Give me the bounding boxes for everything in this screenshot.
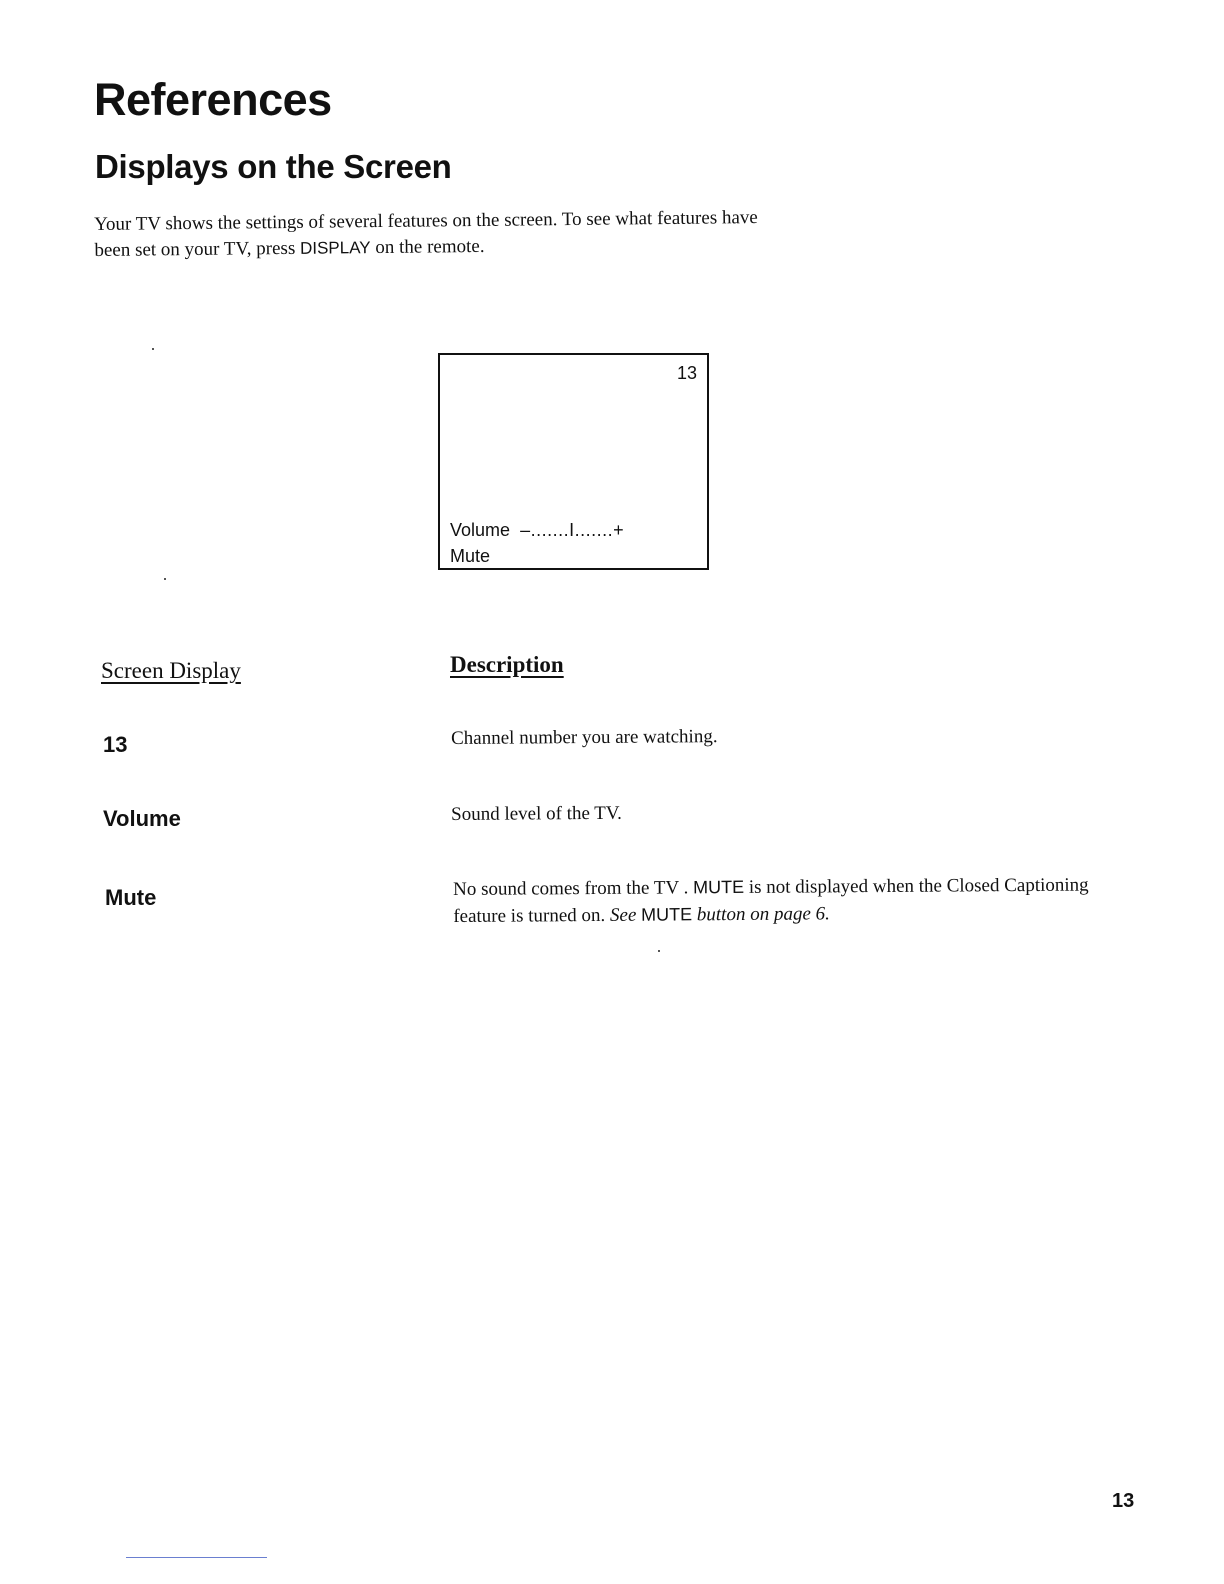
mute-desc-part2: is not displayed when the Closed Captioning feature is turned on. (453, 874, 1089, 927)
row-description-channel: Channel number you are watching. (451, 726, 718, 749)
tv-screen-illustration (438, 353, 709, 570)
column-header-description: Description (450, 652, 564, 677)
intro-text-before: Your TV shows the settings of several features on the screen. To see what features have been set on your TV, press (94, 207, 758, 261)
row-display-channel: 13 (103, 732, 128, 757)
bottom-rule (126, 1557, 267, 1558)
row-description-volume: Sound level of the TV. (451, 802, 622, 825)
mute-desc-ref: button on page 6. (692, 903, 830, 926)
page-number: 13 (1112, 1490, 1135, 1512)
intro-text-after: on the remote. (370, 235, 485, 259)
row-display-volume: Volume (103, 806, 181, 831)
subsection-heading: Displays on the Screen (95, 148, 452, 185)
scan-speck (658, 950, 660, 952)
tv-mute-label: Mute (450, 546, 491, 566)
scan-speck (164, 578, 166, 580)
mute-desc-key2: MUTE (641, 904, 693, 925)
tv-channel-number: 13 (676, 363, 697, 383)
mute-desc-part1: No sound comes from the TV . (453, 877, 694, 900)
row-description-mute (453, 871, 1103, 930)
tv-volume-bar: –.......I.......+ (520, 520, 625, 540)
column-header-screen-display: Screen Display (101, 658, 241, 683)
scan-speck (152, 348, 154, 350)
mute-desc-key1: MUTE (692, 876, 745, 898)
intro-key-display: DISPLAY (299, 238, 371, 258)
mute-desc-see: See (609, 904, 642, 926)
section-heading: References (94, 74, 332, 125)
row-display-mute: Mute (105, 885, 157, 910)
tv-volume-label: Volume (450, 520, 511, 540)
intro-paragraph (94, 205, 795, 264)
tv-volume-indicator (450, 520, 624, 541)
